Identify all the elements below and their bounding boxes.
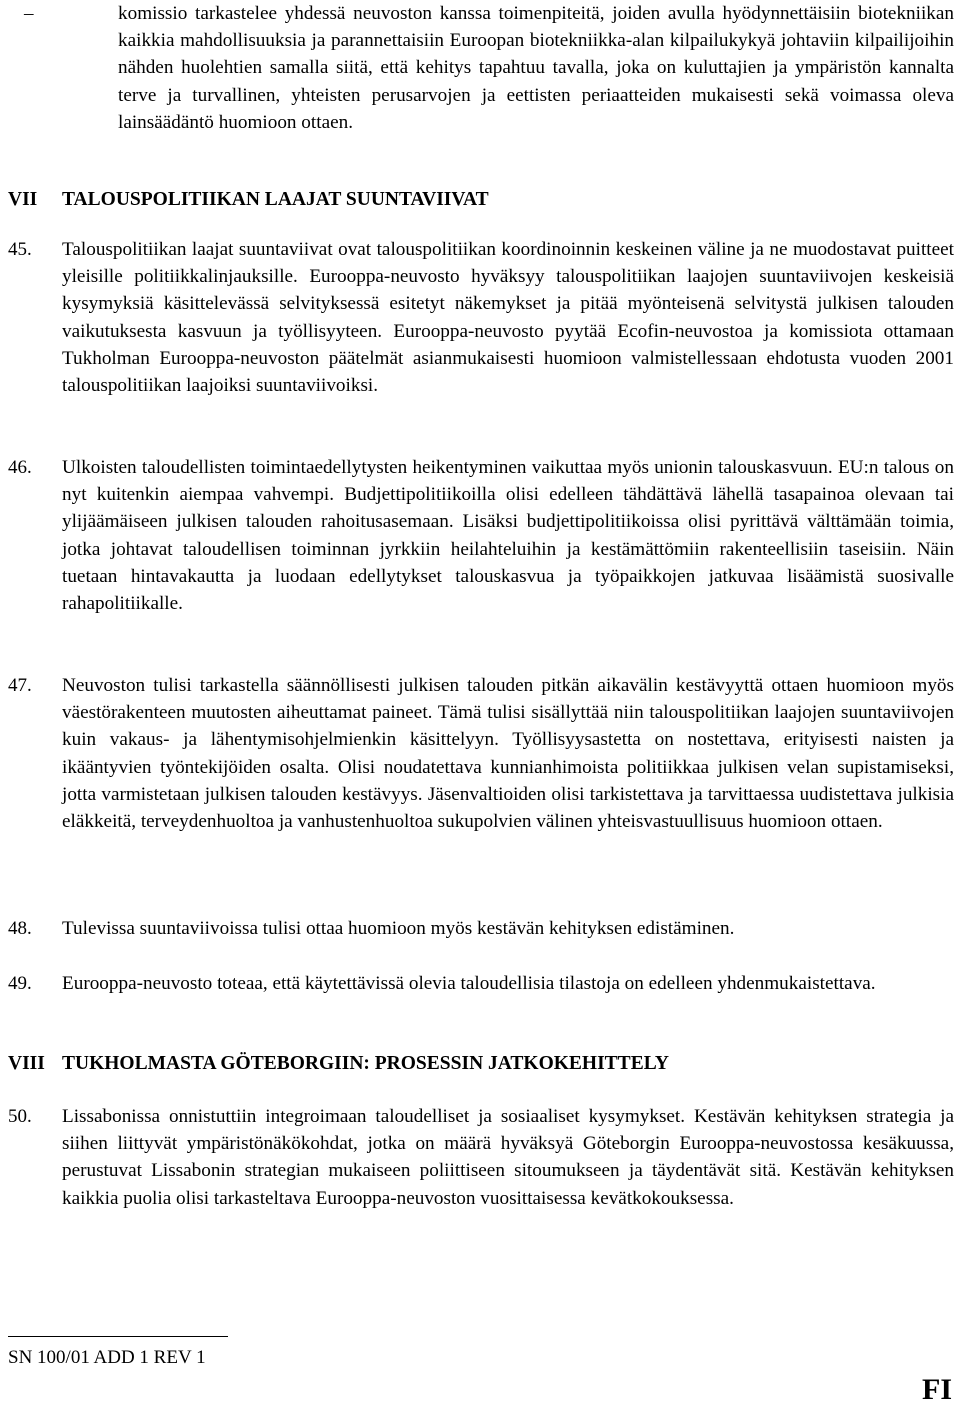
- section-number: VII: [8, 189, 38, 210]
- intro-paragraph: komissio tarkastelee yhdessä neuvoston kanssa toimenpiteitä, joiden avulla hyödynnettäisiin biotekniikan kaikkia mahdollisuuksia ja parannettaisiin Euroopan biotekniikka-alan kilpailukykyä johtaviin kilpailijoihin nähden huolehtien samalla siitä, että kehitys tapahtuu tavalla, joka on kuluttajien ja ympäristön kannalta terve ja turvallinen, yhteisten perusarvojen ja eettisten periaatteiden mukaisesti sekä voimassa oleva lainsäädäntö huomioon ottaen.: [118, 3, 954, 133]
- section-title: TALOUSPOLITIIKAN LAAJAT SUUNTAVIIVAT: [62, 189, 489, 210]
- section-title: TUKHOLMASTA GÖTEBORGIIN: PROSESSIN JATKOKEHITTELY: [62, 1053, 669, 1074]
- paragraph-text: Lissabonissa onnistuttiin integroimaan taloudelliset ja sosiaaliset kysymykset. Kestävän kehityksen strategia ja siihen liittyvät ympäristönäkökohdat, jotka on määrä hyväksyä Göteborgin Eurooppa-neuvostossa kesäkuussa, perustuvat Lissabonin strategian mukaiseen poliittiseen sitoumukseen ja täydentävät sitä. Kestävän kehityksen kaikkia puolia olisi tarkasteltava Eurooppa-neuvoston vuosittaisessa kevätkokouksessa.: [62, 1106, 954, 1209]
- document-code: SN 100/01 ADD 1 REV 1: [8, 1347, 206, 1368]
- section-number: VIII: [8, 1053, 45, 1074]
- dash-marker: –: [24, 3, 34, 24]
- paragraph-text: Tulevissa suuntaviivoissa tulisi ottaa huomioon myös kestävän kehityksen edistäminen.: [62, 918, 735, 939]
- language-code: FI: [922, 1373, 952, 1406]
- paragraph-number: 50.: [8, 1106, 32, 1127]
- section-heading-viii: [8, 1050, 669, 1078]
- paragraph-number: 49.: [8, 973, 32, 994]
- paragraph-text: Neuvoston tulisi tarkastella säännöllisesti julkisen talouden pitkän aikavälin kestävyyttä ottaen huomioon myös väestörakenteen muutosten aiheuttamat paineet. Tämä tulisi sisällyttää niin talouspolitiikan laajojen suuntaviivojen kuin vakaus- ja lähentymisohjelmienkin käsittelyyn. Työllisyysastetta on nostettava, erityisesti naisten ja ikääntyvien työntekijöiden osalta. Olisi noudatettava kunnianhimoista politiikkaa julkisen velan supistamiseksi, jotta varmistetaan julkisen talouden kestävyys. Jäsenvaltioiden olisi tarkistettava ja tarvittaessa uudistettava julkisia eläkkeitä, terveydenhuoltoa ja vanhustenhuoltoa sukupolvien välinen yhteisvastuullisuus huomioon ottaen.: [62, 675, 954, 833]
- paragraph-number: 46.: [8, 457, 32, 478]
- paragraph-text: Eurooppa-neuvosto toteaa, että käytettävissä olevia taloudellisia tilastoja on edelleen yhdenmukaistettava.: [62, 973, 876, 994]
- paragraph-number: 45.: [8, 239, 32, 260]
- paragraph-number: 47.: [8, 675, 32, 696]
- paragraph-text: Talouspolitiikan laajat suuntaviivat ovat talouspolitiikan koordinoinnin keskeinen väline ja ne muodostavat puitteet yleisille politiikkalinjauksille. Eurooppa-neuvosto hyväksyy talouspolitiikan laajojen suuntaviivojen keskeisiä kysymyksiä käsittelevässä selvityksessä esitetyt näkemykset ja pitää myönteisenä selvitystä julkisen talouden vaikutuksesta kasvuun ja työllisyyteen. Eurooppa-neuvosto pyytää Ecofin-neuvostoa ja komissiota ottamaan Tukholman Eurooppa-neuvoston päätelmät asianmukaisesti huomioon valmistellessaan ehdotusta vuoden 2001 talouspolitiikan laajoiksi suuntaviivoiksi.: [62, 239, 954, 397]
- paragraph-number: 48.: [8, 918, 32, 939]
- section-heading-vii: [8, 186, 489, 214]
- footer-rule: [8, 1336, 228, 1337]
- paragraph-text: Ulkoisten taloudellisten toimintaedellytysten heikentyminen vaikuttaa myös unionin talouskasvuun. EU:n talous on nyt kuitenkin aiempaa vahvempi. Budjettipolitiikoilla olisi edelleen tähdättävä lähellä tasapainoa olevaan tai ylijäämäiseen julkisen talouden rahoitusasemaan. Lisäksi budjettipolitiikoissa olisi pyrittävä välttämään toimia, jotka johtavat taloudellisen toiminnan jyrkkiin heilahteluihin ja kestämättömiin rakenteellisiin taseisiin. Näin tuetaan hintavakautta ja luodaan edellytykset talouskasvua ja työpaikkojen jatkuvaa lisäämistä suosivalle rahapolitiikalle.: [62, 457, 954, 615]
